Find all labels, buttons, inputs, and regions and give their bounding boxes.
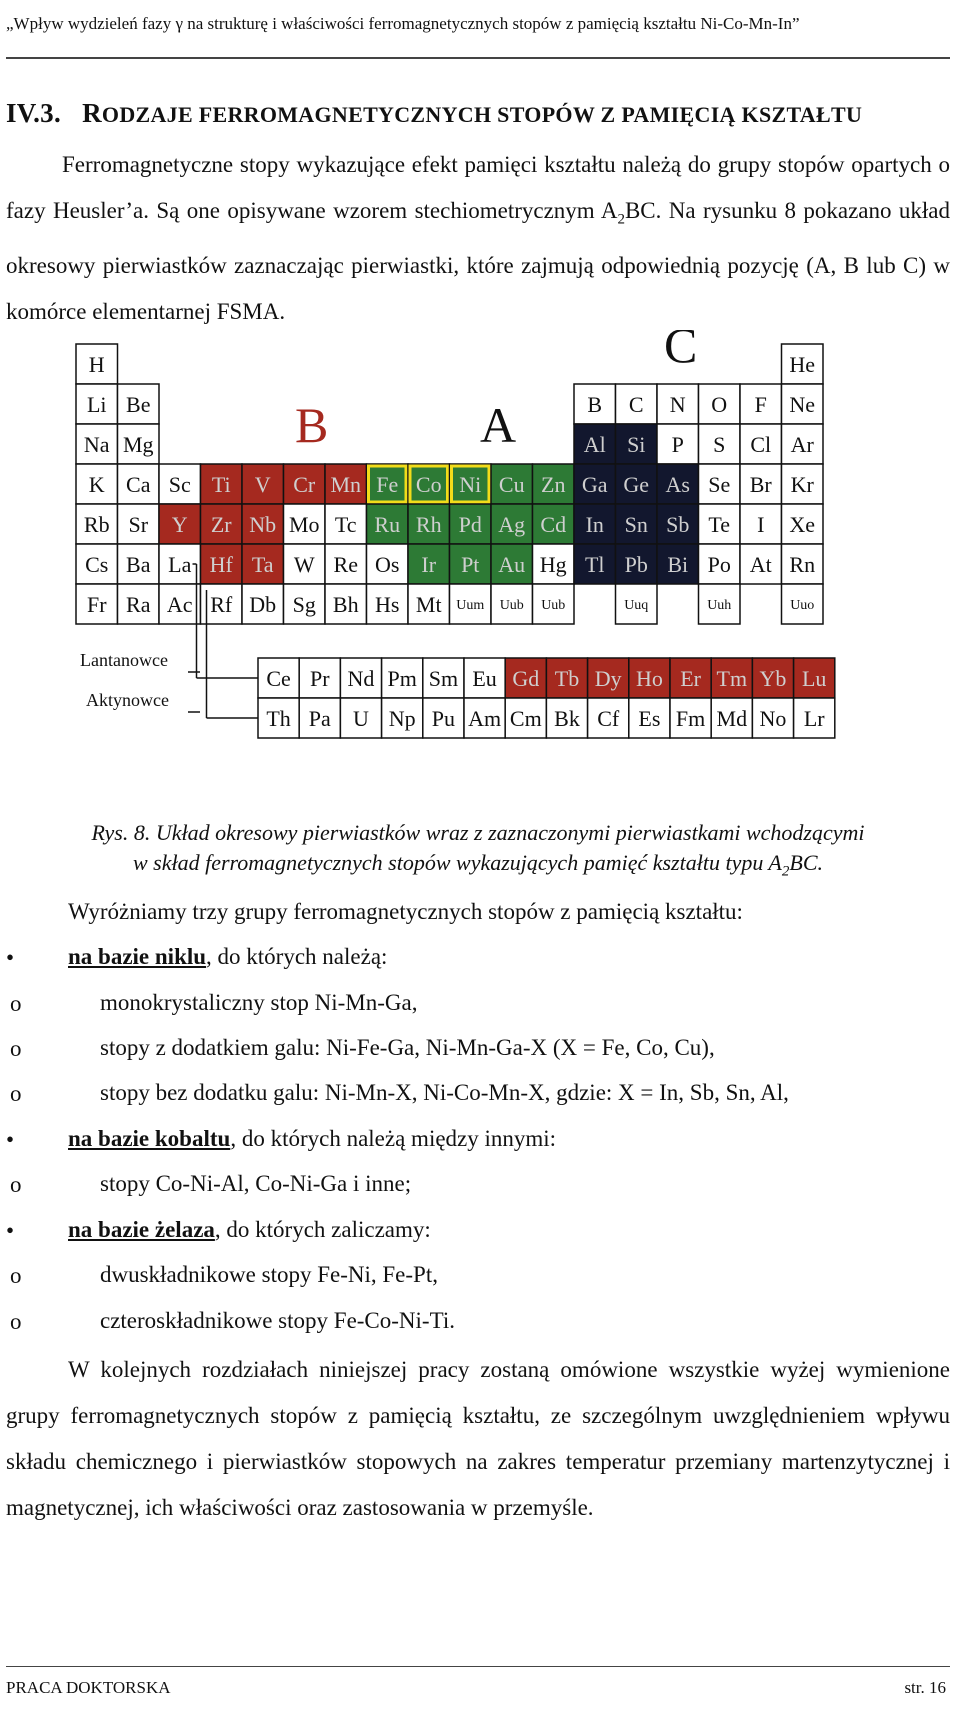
formula: $A_2BC$. [600,198,662,228]
element-sc-symbol: Sc [168,472,191,497]
lanthanide-pm-symbol: Pm [387,666,417,691]
lanthanide-dy-symbol: Dy [594,666,622,691]
element-uum-symbol: Uum [456,598,485,613]
header-rule [6,57,950,59]
section-title-rest: ODZAJE FERROMAGNETYCZNYCH STOPÓW Z PAMIĘCIĄ KSZTAŁTU [101,102,863,127]
element-na-symbol: Na [83,432,110,457]
element-nb-symbol: Nb [249,512,277,537]
element-zn-symbol: Zn [541,472,566,497]
element-mn-symbol: Mn [330,472,362,497]
actinide-bk-symbol: Bk [554,706,580,731]
element-f-symbol: F [754,392,767,417]
actinide-cm-symbol: Cm [509,706,542,731]
element-ti-symbol: Ti [211,472,231,497]
element-b-symbol: B [587,392,603,417]
element-he-symbol: He [789,352,816,377]
groups-intro: Wyróżniamy trzy grupy ferromagnetycznych stopów z pamięcią kształtu: [68,899,743,924]
element-cd-symbol: Cd [540,512,567,537]
running-header: „Wpływ wydzieleń fazy γ na strukturę i właściwości ferromagnetycznych stopów z pamięcią kształtu Ni-Co-Mn-In” [6,14,800,33]
element-al-symbol: Al [583,432,606,457]
element-h-symbol: H [88,352,105,377]
lanthanide-lu-symbol: Lu [801,666,827,691]
lanthanide-tb-symbol: Tb [554,666,580,691]
element-ba-symbol: Ba [126,552,151,577]
element-uuo-symbol: Uuo [790,598,815,613]
sub-bullet: o [10,1263,22,1288]
element-k-symbol: K [88,472,105,497]
element-uuq-symbol: Uuq [624,598,649,613]
lanthanide-yb-symbol: Yb [759,666,787,691]
lanthanide-tm-symbol: Tm [716,666,748,691]
element-se-symbol: Se [708,472,731,497]
element-au-symbol: Au [498,552,526,577]
list-subitem: dwuskładnikowe stopy Fe-Ni, Fe-Pt, [100,1262,438,1287]
list-subitem: monokrystaliczny stop Ni-Mn-Ga, [100,990,418,1015]
element-p-symbol: P [671,432,684,457]
element-pb-symbol: Pb [624,552,648,577]
section-number: IV.3. [6,98,62,128]
sub-bullet: o [10,1172,22,1197]
element-i-symbol: I [757,512,765,537]
element-cs-symbol: Cs [85,552,109,577]
element-po-symbol: Po [707,552,731,577]
element-ac-symbol: Ac [166,592,193,617]
group-label-a: A [480,397,517,453]
element-ra-symbol: Ra [126,592,151,617]
element-li-symbol: Li [86,392,107,417]
lanthanide-sm-symbol: Sm [428,666,459,691]
element-mo-symbol: Mo [288,512,320,537]
lanthanide-pr-symbol: Pr [310,666,330,691]
element-ni-symbol: Ni [459,472,482,497]
element-w-symbol: W [293,552,315,577]
element-ta-symbol: Ta [251,552,274,577]
group-label-c: C [664,330,698,373]
element-ga-symbol: Ga [581,472,608,497]
bullet-cobalt: • [6,1127,15,1152]
actinide-md-symbol: Md [716,706,748,731]
periodic-table-figure [0,330,960,740]
element-sr-symbol: Sr [128,512,149,537]
element-ir-symbol: Ir [421,552,437,577]
caption-line-2: w skład ferromagnetycznych stopów wykazujących pamięć kształtu typu $A_2BC$. [133,850,823,880]
intro-text-2: Na rysunku 8 pokazano układ okresowy pierwiastków zaznaczając pierwiastki, które zajmują odpowiednią pozycję (A, B lub C) w komórce elementarnej FSMA. [6,198,950,324]
element-hf-symbol: Hf [209,552,233,577]
closing-paragraph: W kolejnych rozdziałach niniejszej pracy zostaną omówione wszystkie wyżej wymienione grupy ferromagnetycznych stopów z pamięcią kształtu, ze szczególnym uwzględnieniem wpływu składu chemicznego i pierwiastków stopowych na zakres temperatur przemiany martenzytycznej i magnetycznej, ich właściwości oraz zastosowania w przemyśle. [6,1357,950,1520]
list-subitem: stopy bez dodatku galu: Ni-Mn-X, Ni-Co-Mn-X, gdzie: X = In, Sb, Sn, Al, [100,1080,789,1105]
element-tl-symbol: Tl [584,552,605,577]
sub-bullet: o [10,1036,22,1061]
figure-caption [6,818,950,886]
footer-left: PRACA DOKTORSKA [6,1678,171,1697]
element-cl-symbol: Cl [750,432,772,457]
element-re-symbol: Re [333,552,358,577]
element-ru-symbol: Ru [374,512,401,537]
list-item-iron: na bazie żelaza, do których zaliczamy: [68,1217,431,1242]
element-tc-symbol: Tc [334,512,357,537]
element-ag-symbol: Ag [498,512,526,537]
sub-bullet: o [10,1081,22,1106]
lanthanide-ce-symbol: Ce [266,666,291,691]
actinides-label: Aktynowce [86,690,169,710]
intro-text-1: Ferromagnetyczne stopy wykazujące efekt pamięci kształtu należą do grupy stopów opartych o fazy Heusler’a. Są one opisywane wzorem stechiometrycznym [6,152,950,223]
list-item-nickel: na bazie niklu, do których należą: [68,944,388,969]
element-hs-symbol: Hs [375,592,400,617]
element-br-symbol: Br [749,472,772,497]
list-item-cobalt: na bazie kobaltu, do których należą między innymi: [68,1126,557,1151]
section-heading [6,98,862,129]
element-si-symbol: Si [627,432,646,457]
page-number: str. 16 [904,1678,946,1697]
element-bi-symbol: Bi [667,552,689,577]
lanthanide-eu-symbol: Eu [472,666,497,691]
element-db-symbol: Db [249,592,277,617]
element-ge-symbol: Ge [623,472,650,497]
element-rb-symbol: Rb [83,512,110,537]
bullet-iron: • [6,1218,15,1243]
element-v-symbol: V [254,472,271,497]
element-as-symbol: As [665,472,690,497]
element-bh-symbol: Bh [332,592,359,617]
element-os-symbol: Os [375,552,400,577]
element-rh-symbol: Rh [415,512,442,537]
actinide-pu-symbol: Pu [431,706,456,731]
list-subitem: stopy Co-Ni-Al, Co-Ni-Ga i inne; [100,1171,412,1196]
actinide-np-symbol: Np [388,706,416,731]
element-fe-symbol: Fe [376,472,399,497]
element-rn-symbol: Rn [789,552,816,577]
element-c-symbol: C [628,392,644,417]
element-fr-symbol: Fr [86,592,107,617]
actinide-fm-symbol: Fm [675,706,706,731]
element-in-symbol: In [585,512,604,537]
actinide-no-symbol: No [759,706,787,731]
element-mg-symbol: Mg [122,432,154,457]
element-y-symbol: Y [171,512,188,537]
element-n-symbol: N [669,392,686,417]
lanthanides-label: Lantanowce [80,650,168,670]
element-uub-symbol: Uub [541,598,566,613]
element-ar-symbol: Ar [790,432,814,457]
element-xe-symbol: Xe [789,512,816,537]
sub-bullet: o [10,991,22,1016]
section-title-initial: R [82,98,102,128]
intro-paragraph [6,142,950,335]
element-co-symbol: Co [415,472,442,497]
group-label-b: B [295,397,329,453]
element-rf-symbol: Rf [210,592,233,617]
element-cu-symbol: Cu [498,472,525,497]
bullet-nickel: • [6,945,15,970]
element-zr-symbol: Zr [210,512,232,537]
element-o-symbol: O [711,392,728,417]
element-sn-symbol: Sn [624,512,648,537]
actinide-th-symbol: Th [266,706,291,731]
element-s-symbol: S [713,432,726,457]
actinide-cf-symbol: Cf [597,706,620,731]
element-uub-symbol: Uub [499,598,524,613]
lanthanide-gd-symbol: Gd [512,666,540,691]
element-la-symbol: La [168,552,192,577]
actinide-es-symbol: Es [638,706,661,731]
element-te-symbol: Te [708,512,731,537]
actinide-lr-symbol: Lr [803,706,825,731]
element-pd-symbol: Pd [458,512,482,537]
element-ca-symbol: Ca [126,472,151,497]
actinide-am-symbol: Am [468,706,502,731]
element-pt-symbol: Pt [461,552,480,577]
element-at-symbol: At [749,552,772,577]
element-be-symbol: Be [126,392,151,417]
list-subitem: stopy z dodatkiem galu: Ni-Fe-Ga, Ni-Mn-Ga-X (X = Fe, Co, Cu), [100,1035,715,1060]
sub-bullet: o [10,1309,22,1334]
element-ne-symbol: Ne [789,392,816,417]
actinide-pa-symbol: Pa [308,706,331,731]
caption-line-1: Rys. 8. Układ okresowy pierwiastków wraz z zaznaczonymi pierwiastkami wchodzącymi [91,820,865,845]
element-kr-symbol: Kr [790,472,814,497]
element-uuh-symbol: Uuh [707,598,732,613]
footer-rule [6,1666,950,1667]
lanthanide-nd-symbol: Nd [347,666,375,691]
element-hg-symbol: Hg [539,552,567,577]
element-cr-symbol: Cr [293,472,316,497]
actinide-u-symbol: U [353,706,369,731]
element-sg-symbol: Sg [292,592,316,617]
list-subitem: czteroskładnikowe stopy Fe-Co-Ni-Ti. [100,1308,455,1333]
periodic-table-cells [76,344,835,738]
element-mt-symbol: Mt [415,592,442,617]
element-sb-symbol: Sb [666,512,690,537]
lanthanide-ho-symbol: Ho [635,666,663,691]
lanthanide-er-symbol: Er [680,666,701,691]
